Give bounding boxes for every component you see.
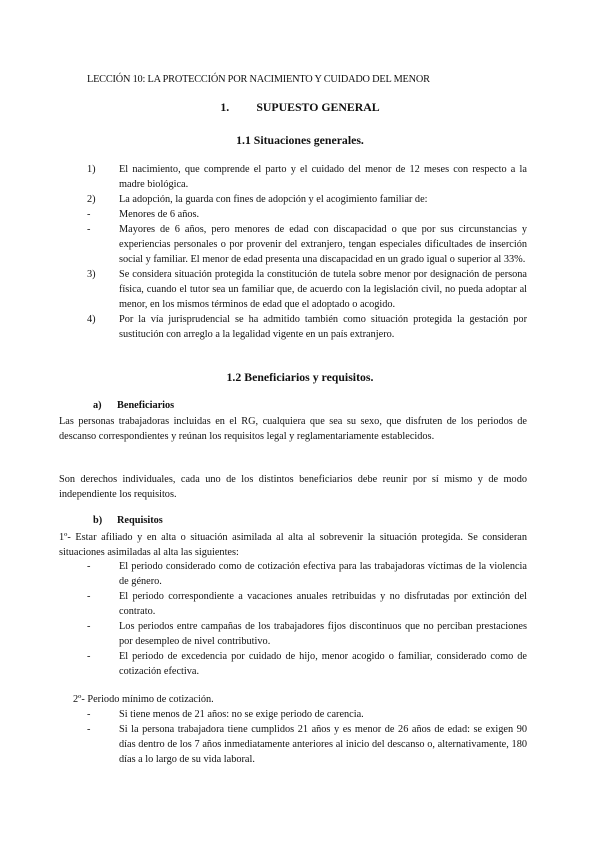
list-item: - El periodo de excedencia por cuidado de hijo, menor acogido o familiar, considerado como de cotización efectiva.: [87, 651, 527, 677]
list-item: - El periodo considerado como de cotización efectiva para las trabajadoras víctimas de la violencia de género.: [87, 561, 527, 587]
asimiladas-list: [87, 559, 527, 679]
situaciones-list: [87, 162, 527, 342]
requisitos-heading: b) Requisitos: [93, 515, 163, 526]
list-item: - El periodo correspondiente a vacaciones anuales retribuidas y no disfrutadas por extinción del contrato.: [87, 591, 527, 617]
section-heading: [0, 100, 600, 115]
list-item: - Los periodos entre campañas de los trabajadores fijos discontinuos que no perciban prestaciones por desempleo de nivel contributivo.: [87, 621, 527, 647]
periodo-list: [87, 707, 527, 767]
list-item: 2) La adopción, la guarda con fines de adopción y el acogimiento familiar de:: [87, 194, 428, 205]
periodo-minimo-title: 2º- Periodo mínimo de cotización.: [73, 694, 214, 705]
list-item: - Si la persona trabajadora tiene cumplidos 21 años y es menor de 26 años de edad: se exigen 90 días dentro de los 7 años inmediatamente anteriores al inicio del descanso o, alternativamente, 180 días a lo largo de su vida laboral.: [87, 724, 527, 765]
beneficiarios-paragraph-1: Las personas trabajadoras incluidas en el RG, cualquiera que sea su sexo, que disfruten de los periodos de descanso correspondientes y reúnan los requisitos legal y reglamentariamente establecidos.: [59, 416, 527, 442]
list-item: - Menores de 6 años.: [87, 209, 200, 220]
list-item: - Si tiene menos de 21 años: no se exige periodo de carencia.: [87, 709, 364, 720]
subsection-heading-2: 1.2 Beneficiarios y requisitos.: [226, 370, 374, 384]
beneficiarios-heading: a) Beneficiarios: [93, 400, 175, 411]
list-item: 4) Por la vía jurisprudencial se ha admitido también como situación protegida la gestación por sustitución con arreglo a la legalidad vigente en un país extranjero.: [87, 314, 527, 340]
section-title: SUPUESTO GENERAL: [256, 100, 380, 114]
lesson-title: LECCIÓN 10: LA PROTECCIÓN POR NACIMIENTO Y CUIDADO DEL MENOR: [87, 74, 430, 85]
section-number: 1.: [220, 100, 230, 114]
list-item: 3) Se considera situación protegida la constitución de tutela sobre menor por designación de persona física, cuando el tutor sea un familiar que, de acuerdo con la legislación civil, no pueda adoptar al menor, en los mismos términos de edad que el adoptado o acogido.: [87, 269, 527, 310]
list-item: 1) El nacimiento, que comprende el parto y el cuidado del menor de 12 meses con respecto a la madre biológica.: [87, 164, 527, 190]
list-item: - Mayores de 6 años, pero menores de edad con discapacidad o que por sus circunstancias y experiencias personales o por provenir del extranjero, tengan especiales dificultades de inserción social y familiar. El menor de edad presenta una discapacidad en un grado igual o superior al 33%.: [87, 224, 527, 265]
subsection-heading-1: 1.1 Situaciones generales.: [236, 133, 364, 147]
beneficiarios-paragraph-2: Son derechos individuales, cada uno de los distintos beneficiarios debe reunir por sí mismo y de modo independiente los requisitos.: [59, 474, 527, 500]
requisitos-intro: 1º- Estar afiliado y en alta o situación asimilada al alta al sobrevenir la situación protegida. Se consideran situaciones asimiladas al alta las siguientes:: [59, 532, 527, 558]
